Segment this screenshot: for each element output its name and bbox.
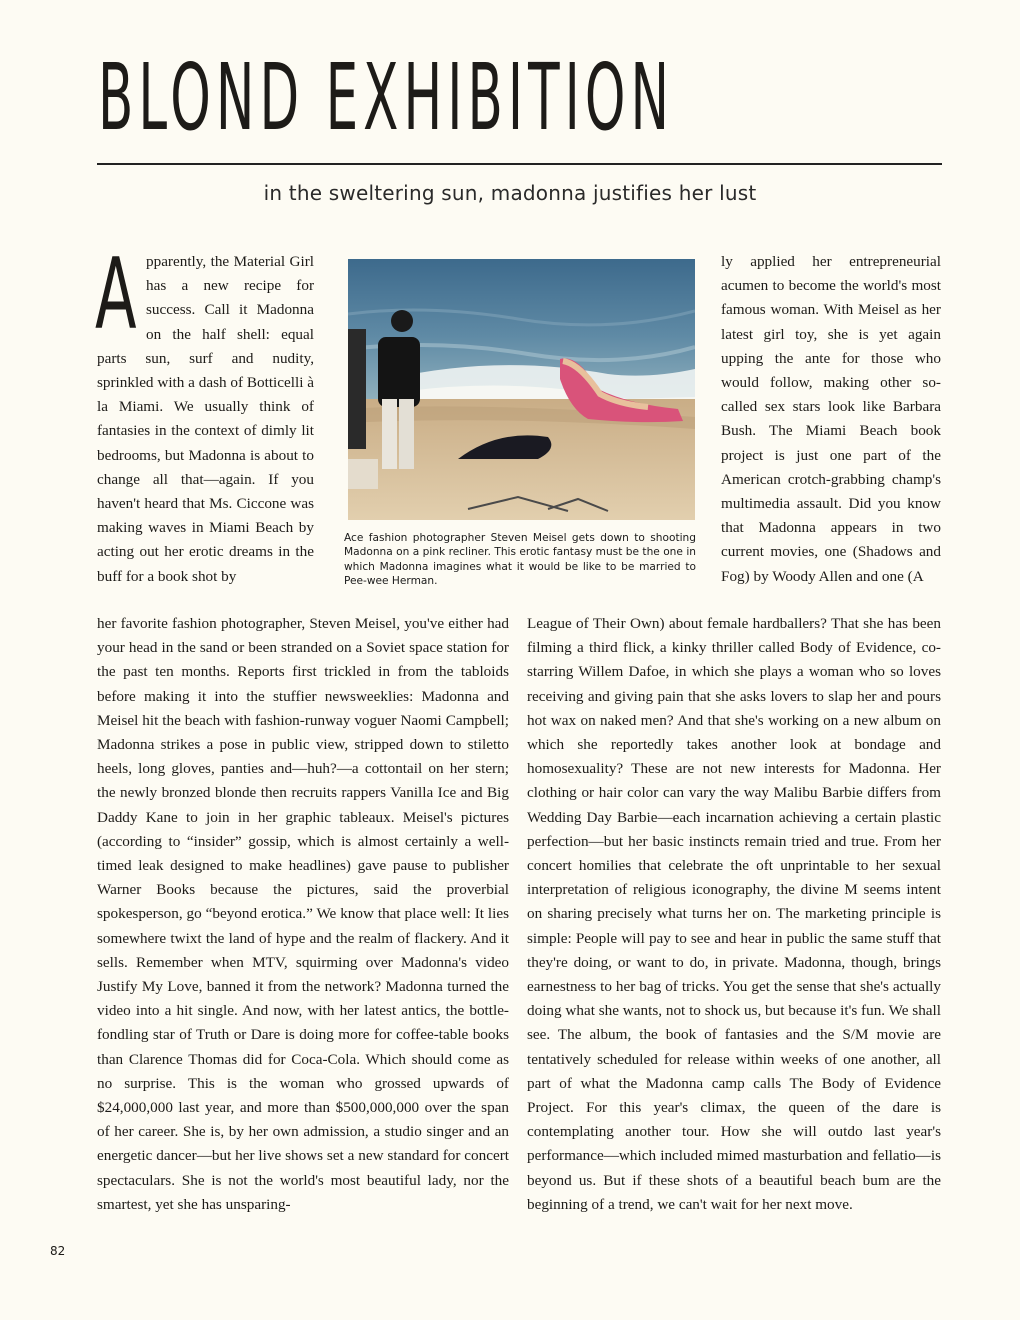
right-top-text: ly applied her entrepreneurial acumen to become the world's most famous woman. With Meisel as her latest girl toy, she is yet again upping the ante for those who would follow, making other so-called sex stars look like Barbara Bush. The Miami Beach book project is just one part of the American crotch-grabbing champ's multimedia assault. Did you know that Madonna appears in two current movies, one (Shadows and Fog) by Woody Allen and one (A (721, 253, 941, 585)
column-left-top (95, 238, 314, 589)
article-subtitle: in the sweltering sun, madonna justifies her lust (263, 181, 757, 205)
right-bottom-text: League of Their Own) about female hardballers? That she has been filming a third flick, a kinky thriller called Body of Evidence, co-starring Willem Dafoe, in which she plays a woman who so loves receiving and giving pain that she asks lovers to slap her and pours hot wax on naked men? And that she's working on a new album on which she reportedly takes another look at bondage and homosexuality? These are not new interests for Madonna. Her clothing or hair color can vary the way Malibu Barbie differs from Wedding Day Barbie—each incarnation achieving a certain plastic perfection—but her basic instincts remain tried and true. From her concert homilies that celebrate the oft unprintable to her sexual interpretation of religious iconography, the divine M seems intent on sharing precisely what turns her on. The marketing principle is simple: People will pay to see and hear in public the same stuff that they're doing, or want to do, in private. Madonna, though, brings earnestness to her bag of tricks. You get the sense that she's actually doing what she wants, not to shock us, but because it's fun. We shall see. The album, the book of fantasies and the S/M movie are tentatively scheduled for release within weeks of one another, all part of what the Madonna camp calls The Body of Evidence Project. For this year's climax, the queen of the dare is contemplating another tour. How she will outdo last year's performance—which included mimed masturbation and fellatio—is beyond us. But if these shots of a beautiful beach bum are the beginning of a trend, we can't wait for her next move. (527, 615, 941, 1213)
beach-photo (348, 259, 695, 520)
left-bottom-text: her favorite fashion photographer, Steven Meisel, you've either had your head in the sand or been stranded on a Soviet space station for the past ten months. Reports first trickled in from the tabloids before making it into the stuffier newsweeklies: Madonna and Meisel hit the beach with fashion-runway voguer Naomi Campbell; Madonna strikes a pose in public view, stripped down to stiletto heels, long gloves, panties and—huh?—a cottontail on her stern; the newly bronzed blonde then recruits rappers Vanilla Ice and Big Daddy Kane to join in her graphic tableaux. Meisel's pictures (according to “insider” gossip, which is almost certainly a well-timed leak designed to make headlines) gave pause to publisher Warner Books because the pictures, said the proverbial spokesperson, go “beyond erotica.” We know that place well: It lies somewhere twixt the land of hype and the realm of flackery. And it sells. Remember when MTV, squirming over Madonna's video Justify My Love, banned it from the network? Madonna turned the video into a hit single. And now, with her latest antics, the bottle-fondling star of Truth or Dare is doing more for coffee-table books than Clarence Thomas did for Coca-Cola. Which should come as no surprise. This is the woman who grossed upwards of $24,000,000 last year, and more than $500,000,000 over the span of her career. She is, by her own admission, a studio singer and an energetic dancer—but her live shows set a new standard for concert spectaculars. She is not the world's most beautiful lady, nor the smartest, yet she has unsparing- (97, 615, 509, 1213)
photo-caption: Ace fashion photographer Steven Meisel gets down to shooting Madonna on a pink recliner. This erotic fantasy must be the one in which Madonna imagines what it would be like to be married to Pee-wee Herman. (344, 532, 696, 588)
drop-cap: A (95, 238, 137, 352)
left-top-text: pparently, the Material Girl has a new recipe for success. Call it Madonna on the half shell: equal parts sun, surf and nudity, sprinkled with a dash of Botticelli à la Miami. We usually think of fantasies in the context of dimly lit bedrooms, but Madonna is about to change all that—again. If you haven't heard that Ms. Ciccone was making waves in Miami Beach by acting out her erotic dreams in the buff for a book shot by (97, 253, 314, 585)
page-number: 82 (50, 1244, 66, 1258)
title-divider (97, 163, 942, 165)
article-title: BLOND EXHIBITION (98, 44, 675, 151)
